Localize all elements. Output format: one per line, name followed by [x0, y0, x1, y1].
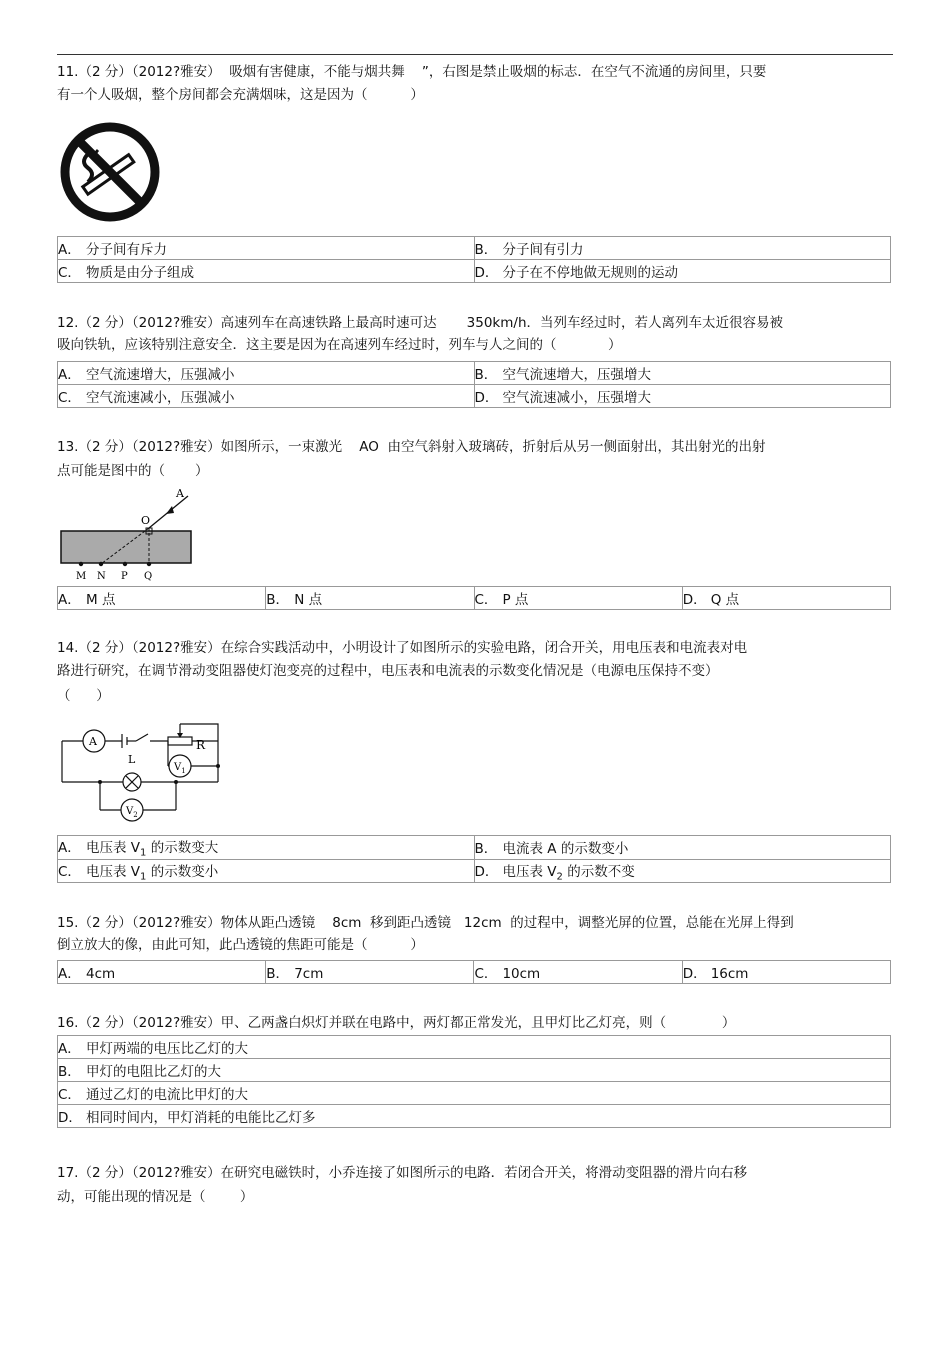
label-n: N: [97, 571, 106, 582]
q15-option-b[interactable]: B． 7cm: [266, 961, 474, 984]
q15-option-a[interactable]: A． 4cm: [58, 961, 266, 984]
q12-option-a[interactable]: A． 空气流速增大，压强减小: [58, 362, 475, 385]
q14-stem-line2: 路进行研究，在调节滑动变阻器使灯泡变亮的过程中，电压表和电流表的示数变化情况是（电源电压保持不变）: [57, 663, 719, 679]
q14-stem-line1: 14.（2 分）（2012?雅安）在综合实践活动中，小明设计了如图所示的实验电路，闭合开关，用电压表和电流表对电: [57, 640, 748, 656]
q16-option-c[interactable]: C． 通过乙灯的电流比甲灯的大: [58, 1082, 891, 1105]
q14-option-c[interactable]: C． 电压表 $V_1$ 的示数变小: [58, 859, 475, 883]
q16-option-a[interactable]: A． 甲灯两端的电压比乙灯的大: [58, 1036, 891, 1059]
q17-stem-line1: 17.（2 分）（2012?雅安）在研究电磁铁时，小乔连接了如图所示的电路．若闭合开关，将滑动变阻器的滑片向右移: [57, 1165, 748, 1181]
q11-option-a[interactable]: A． 分子间有斥力: [58, 237, 475, 260]
ammeter-label: A: [89, 735, 97, 748]
q17-stem-line2: 动，可能出现的情况是（ ）: [57, 1189, 254, 1205]
q16-option-d[interactable]: D． 相同时间内，甲灯消耗的电能比乙灯多: [58, 1105, 891, 1128]
glass-block: [61, 531, 191, 563]
label-a: A: [176, 487, 184, 500]
q15-stem-line2: 倒立放大的像，由此可知，此凸透镜的焦距可能是（ ）: [57, 937, 424, 953]
q13-stem-line2: 点可能是图中的（ ）: [57, 463, 209, 479]
label-q: Q: [144, 571, 153, 582]
q11-option-c[interactable]: C． 物质是由分子组成: [58, 260, 475, 283]
q13-option-c[interactable]: C． P 点: [474, 587, 682, 610]
q13-option-b[interactable]: B． N 点: [266, 587, 474, 610]
q13-option-a[interactable]: A． M 点: [58, 587, 266, 610]
q11-option-b[interactable]: B． 分子间有引力: [474, 237, 891, 260]
circuit-diagram: [58, 718, 228, 828]
refraction-diagram: [58, 486, 198, 584]
q14-option-a[interactable]: A． 电压表 $V_1$ 的示数变大: [58, 836, 475, 860]
q14-option-b[interactable]: B． 电流表 A 的示数变小: [474, 836, 891, 860]
q14-options: [57, 835, 891, 883]
voltmeter-v2-label: $V_2$: [126, 806, 138, 819]
top-rule: [57, 54, 893, 55]
q15-option-c[interactable]: C． 10cm: [474, 961, 682, 984]
q14-stem-line3: （ ）: [57, 688, 110, 704]
q11-options: [57, 236, 891, 283]
q12-stem-line2: 吸向铁轨，应该特别注意安全．这主要是因为在高速列车经过时，列车与人之间的（ ）: [57, 337, 622, 353]
q14-option-d[interactable]: D． 电压表 $V_2$ 的示数不变: [474, 859, 891, 883]
q12-option-d[interactable]: D． 空气流速减小，压强增大: [474, 385, 891, 408]
no-smoking-icon: [58, 120, 162, 224]
q15-options: [57, 960, 891, 984]
ray-arrow: [166, 506, 174, 514]
rheostat-label: R: [196, 738, 206, 752]
q11-stem-line2: 有一个人吸烟，整个房间都会充满烟味，这是因为（ ）: [57, 87, 424, 103]
q13-options: [57, 586, 891, 610]
label-m: M: [76, 571, 87, 582]
q13-stem-line1: 13.（2 分）（2012?雅安）如图所示，一束激光 AO 由空气斜射入玻璃砖，折射后从另一侧面射出，其出射光的出射: [57, 439, 766, 455]
q16-options: [57, 1035, 891, 1128]
q13-option-d[interactable]: D． Q 点: [682, 587, 890, 610]
q12-option-b[interactable]: B． 空气流速增大，压强增大: [474, 362, 891, 385]
label-p: P: [121, 571, 128, 582]
voltmeter-v1-label: $V_1$: [174, 762, 186, 775]
label-o: O: [141, 514, 151, 527]
q12-options: [57, 361, 891, 408]
q12-stem-line1: 12.（2 分）（2012?雅安）高速列车在高速铁路上最高时速可达 350km/h．当列车经过时，若人离列车太近很容易被: [57, 315, 783, 331]
q11-stem-line1: 11.（2 分）（2012?雅安） 吸烟有害健康，不能与烟共舞 ”，右图是禁止吸烟的标志．在空气不流通的房间里，只要: [57, 64, 767, 80]
q15-option-d[interactable]: D． 16cm: [682, 961, 890, 984]
q15-stem-line1: 15.（2 分）（2012?雅安）物体从距凸透镜 8cm 移到距凸透镜 12cm 的过程中，调整光屏的位置，总能在光屏上得到: [57, 915, 794, 931]
q12-option-c[interactable]: C． 空气流速减小，压强减小: [58, 385, 475, 408]
q16-option-b[interactable]: B． 甲灯的电阻比乙灯的大: [58, 1059, 891, 1082]
q16-stem-line1: 16.（2 分）（2012?雅安）甲、乙两盏白炽灯并联在电路中，两灯都正常发光，且甲灯比乙灯亮，则（ ）: [57, 1015, 736, 1031]
lamp-label: L: [128, 753, 136, 766]
q11-option-d[interactable]: D． 分子在不停地做无规则的运动: [474, 260, 891, 283]
